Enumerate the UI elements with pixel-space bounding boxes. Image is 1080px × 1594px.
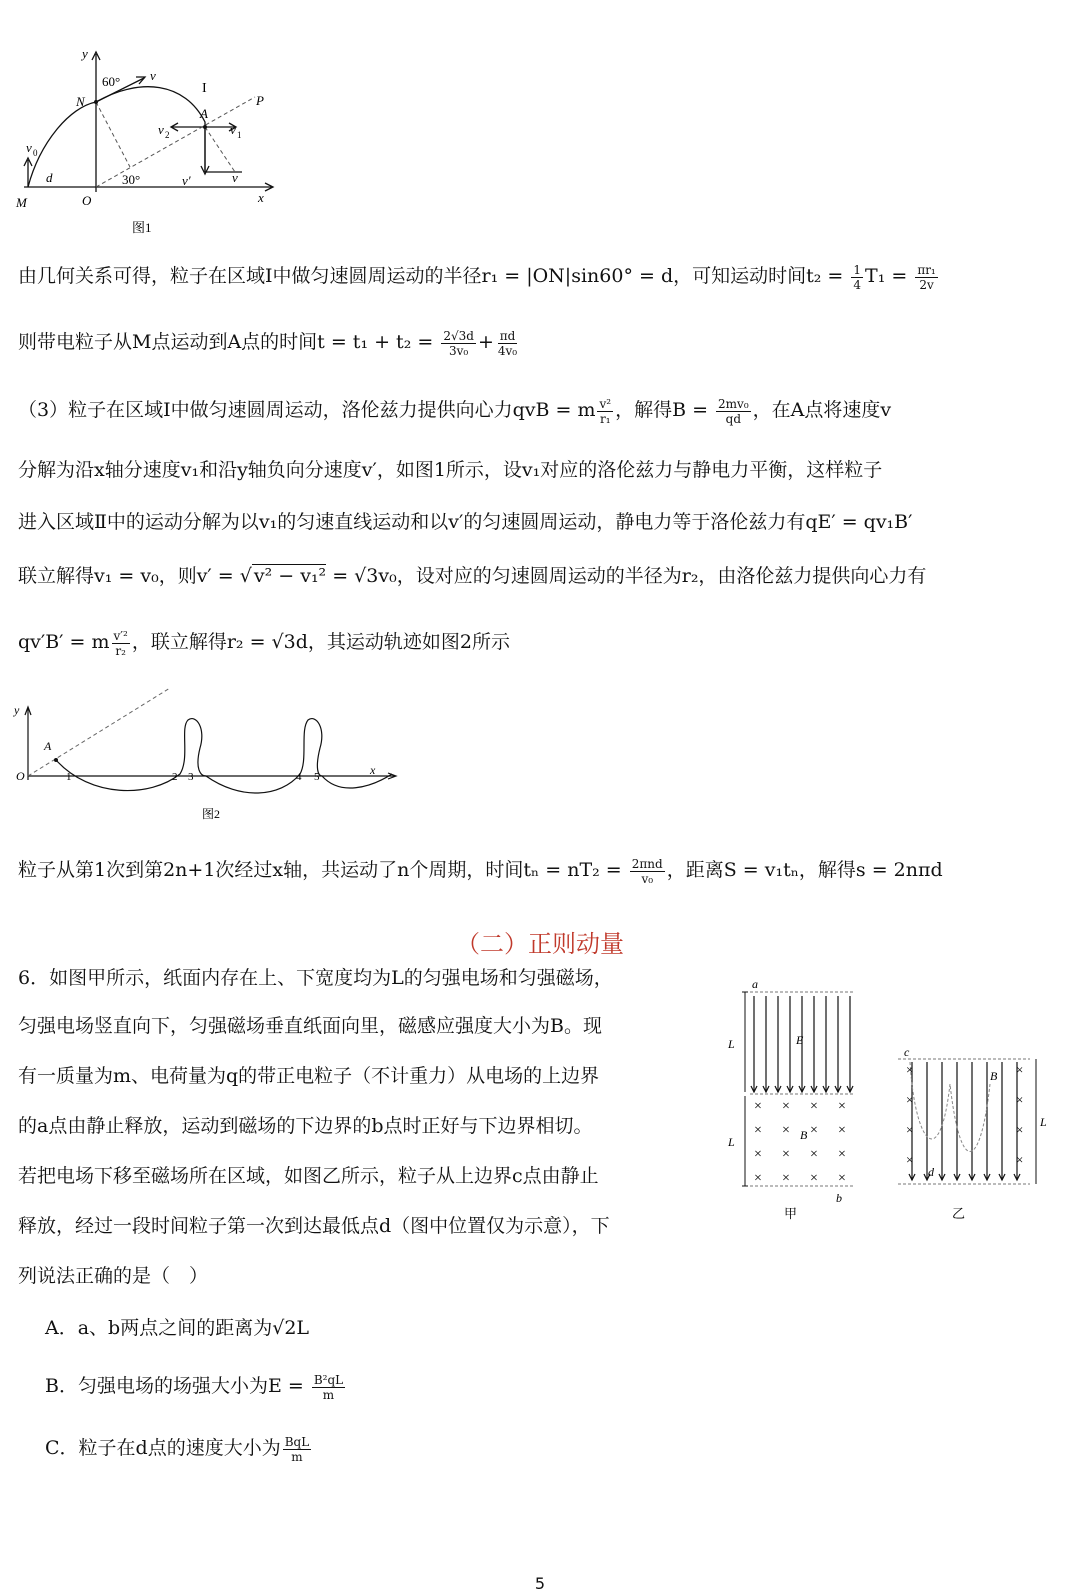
field-cross: × [782,1099,790,1114]
fig3-l2-label: L [728,1135,735,1149]
question-line-3: 有一质量为m、电荷量为q的带正电粒子（不计重力）从电场的上边界 [18,1065,600,1087]
figure-2 [10,688,410,828]
fig2-y-label: y [14,703,20,717]
field-cross: × [754,1147,762,1162]
fig2-x-label: x [370,763,376,777]
option-a: A．a、b两点之间的距离为√2L [45,1317,310,1339]
fig1-region-label: I [202,81,207,96]
field-cross: × [1016,1122,1024,1137]
fig2-a-label: A [44,739,52,753]
field-cross: × [1016,1092,1024,1107]
field-cross: × [906,1092,914,1107]
fig3-a-label: a [752,977,758,991]
fig1-m-label: M [16,195,27,210]
section-title: （二）正则动量 [456,930,624,958]
field-cross: × [1016,1062,1024,1077]
fig2-n5: 5 [314,771,320,783]
fig3-e-label: E [796,1033,804,1047]
fig2-n3: 3 [188,771,194,783]
fig3-c-label: c [904,1045,910,1059]
fig3-yi-label: 乙 [952,1206,966,1221]
fig1-n-label: N [76,94,85,109]
question-line-5: 若把电场下移至磁场所在区域，如图乙所示，粒子从上边界c点由静止 [18,1165,599,1187]
field-cross: × [754,1171,762,1186]
fig1-vprime-label: v′ [182,173,191,188]
field-cross: × [810,1147,818,1162]
field-cross: × [906,1062,914,1077]
fig1-angle60: 60° [102,74,121,89]
field-cross: × [782,1147,790,1162]
fig1-v1-label: v [230,122,236,137]
fig1-d-label: d [46,170,53,185]
field-cross: × [810,1123,818,1138]
field-cross: × [838,1099,846,1114]
fig3-b2-label: B [990,1069,998,1083]
field-cross: × [782,1171,790,1186]
field-cross: × [838,1171,846,1186]
question-line-6: 释放，经过一段时间粒子第一次到达最低点d（图中位置仅为示意），下 [18,1215,610,1237]
question-line-4: 的a点由静止释放，运动到磁场的下边界的b点时正好与下边界相切。 [18,1115,593,1137]
fig2-n4: 4 [296,771,302,783]
fig3-d-label: d [928,1165,934,1179]
fig1-y-label: y [82,46,88,61]
fig3-l1-label: L [728,1037,735,1051]
fig1-p-label: P [256,93,264,108]
text-line-4: 分解为沿x轴分速度v₁和沿y轴负向分速度v′，如图1所示，设v₁对应的洛伦兹力与静电力平衡，这样粒子 [18,459,883,481]
fig3-jia-label: 甲 [784,1206,798,1221]
fig3-b-field-label: B [800,1128,808,1142]
field-cross: × [754,1099,762,1114]
fig2-o-label: O [16,769,25,783]
fig2-caption: 图2 [202,807,221,821]
question-line-2: 匀强电场竖直向下，匀强磁场垂直纸面向里，磁感应强度大小为B。现 [18,1015,602,1037]
fig1-v2-sub: 2 [165,130,170,140]
figure-1 [10,42,280,242]
text-line-3: （3）粒子在区域Ⅰ中做匀速圆周运动，洛伦兹力提供向心力qvB = m $\frac{\text{v²}}{\text{r₁}}$ ，解得B = $\frac{\text{2mv₀}}{qd}$ ，在A点将速度v [18,396,892,426]
fig1-v0-sub: 0 [33,148,38,158]
fig1-a-label: A [200,106,208,121]
field-cross: × [754,1123,762,1138]
text-line-2: 则带电粒子从M点运动到A点的时间t = t₁ + t₂ = $\frac{2√3d}{\text{3v₀}}$ + $\frac{\pi d}{\text{4v₀}}$ [18,328,518,358]
field-cross: × [906,1122,914,1137]
fig2-n2: 2 [172,771,178,783]
fig1-v1-sub: 1 [237,130,242,140]
question-line-7: 列说法正确的是（ ） [18,1265,209,1287]
option-b: B．匀强电场的场强大小为E = $\frac{\text{B²qL}}{m}$ [45,1372,344,1402]
fig1-o-label: O [82,193,92,208]
fig1-vbottom-label: v [232,170,238,185]
fig1-angle30: 30° [122,172,141,187]
fig2-n1: 1 [66,771,72,783]
fig1-v2-label: v [158,122,164,137]
text-line-7: qv′B′ = m $\frac{\text{v′²}}{\text{r₂}}$ ，联立解得r₂ = √3d，其运动轨迹如图2所示 [18,628,510,658]
fig1-caption: 图1 [132,220,152,235]
field-cross: × [838,1147,846,1162]
page-number: 5 [534,1574,546,1593]
fig3-b-label: b [836,1191,842,1205]
field-cross: × [1016,1152,1024,1167]
fig1-v0-label: v [26,140,32,155]
question-line-1: 6．如图甲所示，纸面内存在上、下宽度均为L的匀强电场和匀强磁场， [18,967,613,989]
fig1-x-label: x [258,190,264,205]
field-cross: × [782,1123,790,1138]
field-cross: × [906,1152,914,1167]
field-cross: × [838,1123,846,1138]
text-line-1: 由几何关系可得，粒子在区域Ⅰ中做匀速圆周运动的半径r₁ = |ON|sin60° = d，可知运动时间t₂ = $\frac{1}{4}$ T₁ = $\frac{\text{πr₁}}{2v}$ [18,262,936,292]
field-cross: × [810,1171,818,1186]
fig1-v-label: v [150,68,156,83]
fig3-l3-label: L [1040,1115,1047,1129]
text-line-8: 粒子从第1次到第2n+1次经过x轴，共运动了n个周期，时间tₙ = nT₂ = $\frac{\text{2πnd}}{\text{v₀}}$ ，距离S = v₁tₙ，解得s = 2nπd [18,856,943,886]
text-line-6: 联立解得v₁ = v₀，则v′ = √ v² − v₁² = √3v₀，设对应的匀速圆周运动的半径为r₂，由洛伦兹力提供向心力有 [18,565,927,587]
figure-3 [720,974,1060,1224]
option-c: C．粒子在d点的速度大小为 $\frac{\text{BqL}}{m}$ [45,1434,310,1464]
text-line-5: 进入区域Ⅱ中的运动分解为以v₁的匀速直线运动和以v′的匀速圆周运动，静电力等于洛伦兹力有qE′ = qv₁B′ [18,511,913,533]
field-cross: × [810,1099,818,1114]
